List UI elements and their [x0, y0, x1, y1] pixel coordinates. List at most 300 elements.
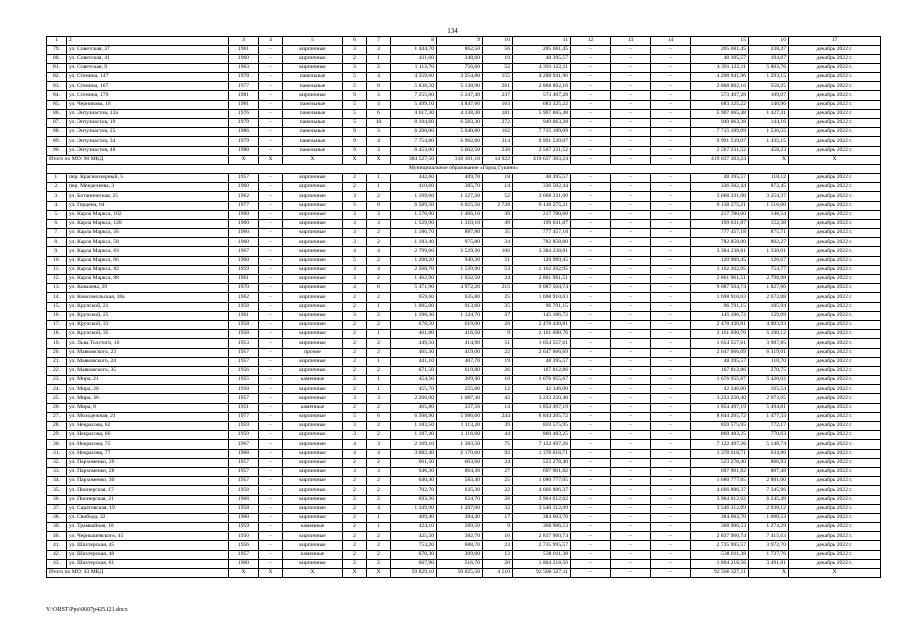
table-cell: –: [651, 293, 691, 302]
table-cell: 860 483,25: [513, 431, 571, 440]
table-cell: 411,60: [391, 54, 437, 63]
table-cell: 43.: [47, 559, 67, 568]
table-cell: кирпичные: [283, 201, 343, 210]
table-cell: 4: [367, 73, 391, 82]
table-cell: 3 254,80: [437, 73, 483, 82]
table-cell: 9: [483, 330, 513, 339]
table-cell: -: [259, 201, 283, 210]
table-cell: 16: [483, 376, 513, 385]
table-cell: 1: [367, 302, 391, 311]
table-row: [47, 210, 881, 219]
table-cell: 40.: [47, 532, 67, 541]
table-cell: 2 973,65: [749, 394, 789, 403]
table-cell: 52: [483, 63, 513, 72]
table-cell: 619,00: [437, 320, 483, 329]
table-cell: 199 631,87: [513, 219, 571, 228]
table-cell: 1 349,90: [391, 504, 437, 513]
table-cell: панельные: [283, 109, 343, 118]
table-cell: –: [571, 339, 611, 348]
table-cell: 1 516,60: [749, 201, 789, 210]
table-cell: –: [611, 265, 651, 274]
table-cell: –: [611, 449, 651, 458]
table-cell: 5 138,90: [437, 82, 483, 91]
table-cell: 48 395,57: [513, 357, 571, 366]
table-cell: –: [611, 45, 651, 54]
table-cell: 205 681,45: [691, 45, 749, 54]
table-cell: 1957: [229, 348, 259, 357]
table-cell: 1 539,90: [437, 265, 483, 274]
table-cell: 4 208 941,96: [513, 73, 571, 82]
table-cell: 50 025,50: [437, 569, 483, 578]
table-cell: X: [749, 155, 789, 164]
table-cell: 1980: [229, 146, 259, 155]
table-cell: 6 200,00: [391, 128, 437, 137]
table-cell: 80.: [47, 54, 67, 63]
table-cell: –: [611, 412, 651, 421]
table-cell: X: [343, 569, 367, 578]
table-cell: 14.: [47, 293, 67, 302]
table-cell: –: [611, 357, 651, 366]
table-cell: –: [651, 385, 691, 394]
table-cell: 1 200,20: [391, 256, 437, 265]
table-cell: 414,90: [437, 339, 483, 348]
table-cell: –: [611, 219, 651, 228]
table-cell: 4 510: [483, 569, 513, 578]
table-row: [47, 293, 881, 302]
table-cell: 2: [367, 238, 391, 247]
table-cell: 5: [343, 412, 367, 421]
table-cell: 4 359,60: [391, 73, 437, 82]
table-cell: 272: [483, 119, 513, 128]
table-cell: –: [651, 422, 691, 431]
table-cell: 1961: [229, 45, 259, 54]
table-cell: –: [571, 284, 611, 293]
table-cell: 1 854 497,19: [513, 403, 571, 412]
table-cell: 17: [789, 37, 881, 46]
table-cell: 2 170,60: [437, 449, 483, 458]
table-cell: –: [651, 54, 691, 63]
table-cell: –: [571, 128, 611, 137]
table-cell: 26: [483, 495, 513, 504]
table-cell: 409,70: [437, 173, 483, 182]
table-cell: –: [611, 458, 651, 467]
table-cell: кирпичные: [283, 504, 343, 513]
table-cell: 53: [483, 265, 513, 274]
table-cell: 4 666 886,37: [691, 486, 749, 495]
table-cell: 9: [437, 37, 483, 46]
table-cell: 5: [283, 37, 343, 46]
table-cell: ул. Энтузиастов, 48: [67, 146, 229, 155]
table-row: [47, 339, 881, 348]
table-cell: 2 647 666,69: [691, 348, 749, 357]
table-cell: 2 938,12: [749, 504, 789, 513]
table-cell: 3 546 312,09: [691, 504, 749, 513]
table-cell: 238,47: [749, 45, 789, 54]
table-cell: 5: [343, 201, 367, 210]
table-cell: –: [611, 339, 651, 348]
table-row: [47, 302, 881, 311]
table-cell: 3: [367, 394, 391, 403]
table-cell: -: [259, 91, 283, 100]
table-cell: каменные: [283, 403, 343, 412]
table-cell: 538 011,38: [691, 550, 749, 559]
table-cell: X: [259, 155, 283, 164]
table-cell: –: [611, 320, 651, 329]
table-cell: кирпичные: [283, 477, 343, 486]
table-cell: декабрь 2022 г.: [789, 532, 881, 541]
table-cell: 2: [343, 458, 367, 467]
table-cell: -: [259, 311, 283, 320]
table-cell: ул. Маяковского, 35: [67, 366, 229, 375]
table-cell: 419,00: [437, 348, 483, 357]
table-cell: 15: [691, 37, 749, 46]
table-cell: 10: [483, 37, 513, 46]
table-cell: 21.: [47, 357, 67, 366]
table-cell: 3 668 331,00: [691, 192, 749, 201]
table-cell: 42 346,00: [513, 385, 571, 394]
table-cell: 619,80: [437, 366, 483, 375]
table-cell: 162: [483, 128, 513, 137]
table-cell: 49: [483, 219, 513, 228]
table-cell: 465,30: [391, 348, 437, 357]
table-cell: кирпичные: [283, 440, 343, 449]
table-cell: 19.: [47, 339, 67, 348]
table-row: [47, 467, 881, 476]
table-cell: –: [571, 422, 611, 431]
table-cell: –: [571, 541, 611, 550]
table-cell: 29.: [47, 431, 67, 440]
table-cell: –: [571, 467, 611, 476]
table-cell: -: [259, 128, 283, 137]
table-row: [47, 532, 881, 541]
table-cell: 1959: [229, 431, 259, 440]
table-cell: 702,70: [391, 486, 437, 495]
table-cell: 1 198,30: [391, 311, 437, 320]
table-cell: 145 186,72: [691, 311, 749, 320]
table-cell: 1 127,20: [437, 192, 483, 201]
table-cell: X: [283, 155, 343, 164]
table-cell: 7 122 497,26: [513, 440, 571, 449]
table-cell: 2 837 960,74: [691, 532, 749, 541]
table-cell: 1 338,01: [749, 247, 789, 256]
table-cell: 2 735 995,57: [513, 541, 571, 550]
table-cell: 384 527,50: [391, 155, 437, 164]
table-cell: 199 631,87: [691, 219, 749, 228]
table-cell: декабрь 2022 г.: [789, 54, 881, 63]
table-cell: 697 901,82: [513, 467, 571, 476]
table-cell: 5 148,74: [749, 440, 789, 449]
table-cell: 144,16: [749, 119, 789, 128]
table-cell: –: [571, 293, 611, 302]
table-cell: –: [611, 155, 651, 164]
table-cell: –: [571, 91, 611, 100]
table-cell: кирпичные: [283, 330, 343, 339]
table-cell: 1 162 262,95: [691, 265, 749, 274]
table-cell: ул. Пархоменко, 30: [67, 477, 229, 486]
table-row: [47, 486, 881, 495]
table-cell: 2: [367, 431, 391, 440]
table-cell: -: [259, 73, 283, 82]
table-cell: 5 986,60: [437, 412, 483, 421]
table-cell: 2 798,98: [749, 275, 789, 284]
table-cell: –: [611, 54, 651, 63]
table-cell: 5 907 065,48: [513, 109, 571, 118]
table-cell: 1960: [229, 238, 259, 247]
table-cell: 1 466,10: [437, 210, 483, 219]
table-cell: декабрь 2022 г.: [789, 73, 881, 82]
table-cell: -: [259, 513, 283, 522]
table-cell: декабрь 2022 г.: [789, 495, 881, 504]
table-cell: 48 395,57: [513, 54, 571, 63]
table-cell: 4 391 122,11: [691, 63, 749, 72]
table-cell: 862,50: [437, 45, 483, 54]
table-cell: 6 962,00: [437, 137, 483, 146]
table-cell: 118,12: [749, 173, 789, 182]
table-cell: 11: [513, 37, 571, 46]
table-row: [47, 91, 881, 100]
table-cell: 2 567 231,52: [513, 146, 571, 155]
table-cell: декабрь 2022 г.: [789, 320, 881, 329]
table-cell: –: [571, 54, 611, 63]
table-cell: –: [651, 73, 691, 82]
table-cell: 949 063,38: [513, 119, 571, 128]
table-cell: 3 668 331,00: [513, 192, 571, 201]
table-cell: 25: [483, 477, 513, 486]
table-cell: 1 199,60: [391, 192, 437, 201]
table-cell: 2 861 961,51: [513, 275, 571, 284]
table-row: [47, 275, 881, 284]
table-cell: –: [651, 559, 691, 568]
table-row: [47, 100, 881, 109]
table-body: [47, 37, 881, 578]
table-cell: 4: [367, 504, 391, 513]
table-cell: –: [611, 523, 651, 532]
table-cell: 1 274,29: [749, 523, 789, 532]
table-cell: 946,30: [391, 467, 437, 476]
table-cell: 248,60: [437, 54, 483, 63]
table-cell: 2: [343, 376, 367, 385]
table-cell: –: [611, 348, 651, 357]
table-cell: –: [611, 467, 651, 476]
table-cell: 458,23: [749, 146, 789, 155]
table-cell: X: [343, 155, 367, 164]
table-cell: декабрь 2022 г.: [789, 119, 881, 128]
table-cell: –: [571, 477, 611, 486]
table-cell: ул. Герцена, 64: [67, 201, 229, 210]
table-row: [47, 357, 881, 366]
table-cell: 5 420,02: [749, 376, 789, 385]
table-cell: -: [259, 173, 283, 182]
table-cell: кирпичные: [283, 247, 343, 256]
table-cell: ул. Карла Маркса, 128: [67, 219, 229, 228]
table-cell: -: [259, 550, 283, 559]
table-cell: 2: [343, 385, 367, 394]
table-cell: –: [651, 504, 691, 513]
table-cell: 875,71: [749, 229, 789, 238]
table-cell: -: [259, 63, 283, 72]
table-cell: кирпичные: [283, 449, 343, 458]
table-cell: –: [571, 311, 611, 320]
table-cell: –: [571, 486, 611, 495]
table-cell: панельные: [283, 82, 343, 91]
table-cell: 9 087 504,74: [513, 284, 571, 293]
table-cell: –: [571, 173, 611, 182]
table-cell: 3 233 250,40: [691, 394, 749, 403]
table-cell: 3: [343, 63, 367, 72]
table-cell: 4: [343, 449, 367, 458]
table-row: [47, 550, 881, 559]
table-cell: 1951: [229, 403, 259, 412]
table-cell: –: [611, 183, 651, 192]
table-cell: –: [611, 247, 651, 256]
table-cell: 26.: [47, 403, 67, 412]
table-cell: 118,70: [749, 357, 789, 366]
table-cell: –: [611, 422, 651, 431]
table-cell: –: [571, 513, 611, 522]
table-cell: 4: [343, 284, 367, 293]
table-cell: 1: [367, 523, 391, 532]
table-cell: кирпичные: [283, 559, 343, 568]
table-cell: –: [611, 569, 651, 578]
table-cell: 770,63: [749, 431, 789, 440]
table-cell: 407,70: [437, 357, 483, 366]
table-cell: кирпичные: [283, 54, 343, 63]
table-cell: 802,27: [749, 238, 789, 247]
table-cell: 2 266,00: [391, 394, 437, 403]
table-cell: 27.: [47, 412, 67, 421]
table-cell: –: [651, 210, 691, 219]
table-cell: 3: [343, 238, 367, 247]
table-cell: 4 617,30: [391, 109, 437, 118]
table-cell: 17.: [47, 320, 67, 329]
table-cell: –: [651, 569, 691, 578]
table-cell: 3: [367, 45, 391, 54]
table-cell: -: [259, 302, 283, 311]
table-cell: декабрь 2022 г.: [789, 412, 881, 421]
table-cell: 1970: [229, 284, 259, 293]
table-cell: декабрь 2022 г.: [789, 45, 881, 54]
table-cell: 2: [343, 339, 367, 348]
table-cell: –: [611, 559, 651, 568]
table-cell: кирпичные: [283, 265, 343, 274]
table-cell: 1: [367, 385, 391, 394]
table-cell: 19: [483, 357, 513, 366]
table-cell: кирпичные: [283, 513, 343, 522]
table-cell: 1 310,10: [437, 219, 483, 228]
table-cell: 1 680 777,05: [513, 477, 571, 486]
table-cell: 7 715 189,09: [513, 128, 571, 137]
table-cell: –: [611, 541, 651, 550]
total-row: [47, 569, 881, 578]
table-cell: 2.: [47, 183, 67, 192]
table-cell: 2: [343, 541, 367, 550]
table-cell: –: [571, 348, 611, 357]
table-cell: декабрь 2022 г.: [789, 523, 881, 532]
table-cell: 3: [367, 440, 391, 449]
table-cell: –: [651, 523, 691, 532]
table-cell: 8.: [47, 238, 67, 247]
table-cell: 409,40: [391, 513, 437, 522]
table-cell: 3: [343, 311, 367, 320]
table-cell: декабрь 2022 г.: [789, 63, 881, 72]
table-cell: -: [259, 440, 283, 449]
table-cell: 3: [367, 210, 391, 219]
table-cell: 859 575,95: [691, 422, 749, 431]
table-cell: –: [651, 63, 691, 72]
table-cell: –: [651, 155, 691, 164]
table-cell: 3: [367, 146, 391, 155]
table-cell: декабрь 2022 г.: [789, 293, 881, 302]
table-cell: ул. Черникова, 18: [67, 100, 229, 109]
table-cell: –: [571, 458, 611, 467]
table-cell: декабрь 2022 г.: [789, 82, 881, 91]
table-cell: 167 812,86: [513, 366, 571, 375]
table-cell: 1979: [229, 119, 259, 128]
table-cell: 3: [343, 192, 367, 201]
table-cell: 88.: [47, 128, 67, 137]
table-cell: 2: [367, 495, 391, 504]
table-cell: 4: [343, 440, 367, 449]
table-cell: 3: [343, 229, 367, 238]
table-cell: 2: [343, 357, 367, 366]
table-cell: -: [259, 339, 283, 348]
table-cell: кирпичные: [283, 284, 343, 293]
table-cell: декабрь 2022 г.: [789, 229, 881, 238]
table-cell: 640,40: [391, 477, 437, 486]
table-cell: –: [651, 119, 691, 128]
table-cell: -: [259, 54, 283, 63]
table-cell: 860 483,25: [691, 431, 749, 440]
table-cell: кирпичные: [283, 192, 343, 201]
table-cell: -: [259, 256, 283, 265]
table-cell: 410,60: [391, 183, 437, 192]
table-row: [47, 82, 881, 91]
table-cell: X: [367, 155, 391, 164]
table-cell: 86.: [47, 109, 67, 118]
table-cell: 9: [343, 146, 367, 155]
table-row: [47, 192, 881, 201]
table-cell: 8: [391, 37, 437, 46]
table-cell: 683 325,22: [691, 100, 749, 109]
table-cell: 5: [343, 256, 367, 265]
table-cell: –: [571, 431, 611, 440]
table-cell: 25: [483, 293, 513, 302]
table-cell: 12: [483, 550, 513, 559]
table-cell: -: [259, 119, 283, 128]
table-row: [47, 440, 881, 449]
table-cell: –: [651, 458, 691, 467]
table-cell: –: [651, 366, 691, 375]
table-cell: декабрь 2022 г.: [789, 541, 881, 550]
table-cell: –: [571, 201, 611, 210]
table-cell: –: [571, 229, 611, 238]
table-cell: –: [571, 394, 611, 403]
table-cell: 1 378 018,71: [513, 449, 571, 458]
table-cell: 105,94: [749, 302, 789, 311]
table-cell: ул. Крупской, 33: [67, 320, 229, 329]
table-row: [47, 394, 881, 403]
table-row: [47, 183, 881, 192]
table-cell: 523 278,40: [513, 458, 571, 467]
table-cell: ул. Мира, 26: [67, 385, 229, 394]
table-cell: X: [283, 569, 343, 578]
table-cell: ул. Энтузиастов, 13а: [67, 109, 229, 118]
table-cell: 35: [483, 302, 513, 311]
table-cell: –: [571, 403, 611, 412]
table-cell: –: [651, 486, 691, 495]
table-cell: 35.: [47, 486, 67, 495]
table-cell: декабрь 2022 г.: [789, 173, 881, 182]
